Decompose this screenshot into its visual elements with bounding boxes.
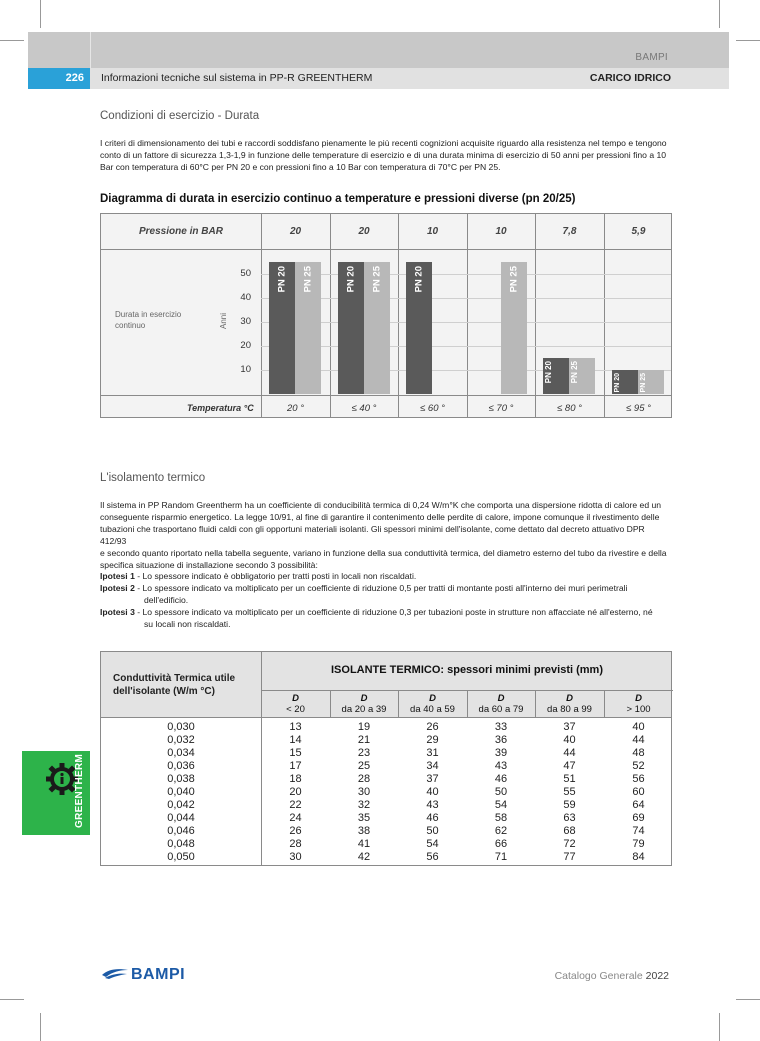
hypothesis-2: [100, 583, 672, 595]
bar-pn-25: [295, 262, 321, 394]
thickness-cell: 28: [289, 838, 302, 850]
thickness-cell: 84: [632, 851, 645, 863]
thickness-cell: 63: [563, 812, 576, 824]
table-row: [101, 760, 671, 773]
insulation-header: ISOLANTE TERMICO: spessori minimi previsti (mm): [331, 664, 603, 676]
column-header: [535, 693, 604, 715]
thickness-cell: 44: [563, 747, 576, 759]
y-tick-label: 40: [240, 292, 251, 303]
thickness-cell: 56: [632, 773, 645, 785]
crop-mark: [736, 40, 760, 41]
grid-line: [261, 370, 671, 371]
conductivity-cell: 0,042: [167, 799, 195, 811]
table-row: [101, 812, 671, 825]
header-section: CARICO IDRICO: [589, 72, 671, 84]
thickness-cell: 13: [289, 721, 302, 733]
table-row: [101, 825, 671, 838]
pressure-value: 7,8: [562, 226, 577, 237]
thickness-cell: 23: [357, 747, 371, 759]
bar-label: PN 25: [508, 266, 520, 293]
thickness-cell: 40: [563, 734, 576, 746]
thickness-cell: 62: [494, 825, 508, 837]
grid-line: [261, 346, 671, 347]
thickness-cell: 58: [494, 812, 508, 824]
hypothesis-1: [100, 571, 672, 583]
section-heading-isolamento: L'isolamento termico: [100, 472, 206, 484]
bar-label: PN 25: [302, 266, 314, 293]
thickness-cell: 47: [563, 760, 576, 772]
thickness-cell: 59: [563, 799, 576, 811]
thickness-cell: 44: [632, 734, 645, 746]
bar-pn-20: [612, 370, 638, 394]
table-row: [101, 734, 671, 747]
conductivity-cell: 0,034: [167, 747, 195, 759]
header-brand: BAMPI: [635, 52, 668, 63]
thickness-cell: 54: [426, 838, 439, 850]
bar-label: PN 25: [570, 361, 579, 384]
column-header: [330, 693, 398, 715]
durability-chart: [100, 213, 672, 418]
hypothesis-label: Ipotesi 1: [100, 571, 135, 582]
thickness-cell: 43: [494, 760, 508, 772]
bar-label: PN 25: [371, 266, 383, 293]
thickness-cell: 69: [632, 812, 645, 824]
column-header-range: da 20 a 39: [341, 704, 387, 715]
y-tick-label: 10: [240, 364, 251, 375]
bar-label: PN 25: [640, 373, 647, 393]
thickness-cell: 48: [632, 747, 645, 759]
conductivity-cell: 0,030: [167, 721, 195, 733]
body-line: tubazioni che trasportano fluidi caldi con gli opportuni materiali isolanti. Gli spessori minimi dell'isolante, come dettato dal decreto attuativo DPR 412/93: [100, 523, 645, 546]
thickness-cell: 42: [357, 851, 371, 863]
thickness-cell: 46: [426, 812, 439, 824]
crop-mark: [719, 1013, 720, 1041]
y-tick-label: 30: [240, 316, 251, 327]
pressure-value: 10: [426, 226, 439, 237]
header-divider: [90, 32, 91, 68]
thickness-cell: 64: [632, 799, 645, 811]
table-row: [101, 838, 671, 851]
thickness-cell: 50: [494, 786, 508, 798]
body-line: Il sistema in PP Random Greentherm ha un coefficiente di conducibilità termica di 0,24 W/m°K che comporta una dispersione ridotta di calore ed un: [100, 500, 662, 510]
conductivity-cell: 0,046: [167, 825, 195, 837]
thickness-cell: 36: [494, 734, 508, 746]
temperature-value: 20 °: [286, 403, 304, 414]
chart-title: Diagramma di durata in esercizio continuo a temperature e pressioni diverse (pn 20/25): [100, 193, 576, 205]
thickness-cell: 30: [357, 786, 371, 798]
conductivity-cell: 0,032: [167, 734, 195, 746]
thickness-cell: 19: [357, 721, 371, 733]
header-band: [28, 32, 729, 68]
thickness-cell: 30: [289, 851, 302, 863]
thickness-cell: 24: [289, 812, 302, 824]
insulation-table: [100, 651, 672, 866]
header-title: Informazioni tecniche sul sistema in PP-R GREENTHERM: [101, 72, 373, 84]
hypothesis-text: - Lo spessore indicato va moltiplicato per un coefficiente di riduzione 0,5 per tratti di montante posti all'interno dei muri perimetrali: [137, 583, 628, 594]
crop-mark: [0, 40, 24, 41]
crop-mark: [0, 999, 24, 1000]
y-description: Durata in esercizio continuo: [115, 310, 182, 330]
thickness-cell: 29: [426, 734, 439, 746]
table-row: [101, 773, 671, 786]
temperature-value: ≤ 70 °: [488, 403, 514, 414]
section-body-isolamento: [100, 500, 672, 631]
footer-year: 2022: [645, 970, 669, 982]
temperature-label: Temperatura °C: [187, 403, 254, 413]
column-header-range: > 100: [626, 704, 651, 715]
temperature-value: ≤ 80 °: [557, 403, 582, 414]
thickness-cell: 35: [357, 812, 371, 824]
footer-catalog: [555, 970, 669, 982]
pressure-value: 20: [289, 226, 302, 237]
grid-line: [261, 322, 671, 323]
thickness-cell: 72: [563, 838, 576, 850]
thickness-cell: 32: [357, 799, 371, 811]
thickness-cell: 52: [632, 760, 645, 772]
body-line: specifica situazione di installazione secondo 3 possibilità:: [100, 559, 318, 570]
temperature-value: ≤ 40 °: [351, 403, 377, 414]
thickness-cell: 14: [289, 734, 302, 746]
conductivity-cell: 0,048: [167, 838, 195, 850]
crop-mark: [40, 1013, 41, 1041]
table-row: [101, 786, 671, 799]
chart-divider: [101, 395, 671, 396]
pressure-label: Pressione in BAR: [139, 226, 223, 237]
chart-divider: [398, 214, 399, 417]
thickness-cell: 40: [632, 721, 645, 733]
column-header-d: D: [635, 693, 642, 704]
column-header-range: da 80 a 99: [547, 704, 592, 715]
thickness-cell: 56: [426, 851, 439, 863]
thickness-cell: 26: [289, 825, 302, 837]
pressure-value: 20: [358, 226, 370, 237]
crop-mark: [40, 0, 41, 28]
table-row: [101, 721, 671, 734]
conductivity-header: Conduttività Termica utile dell'isolante (W/m °C): [113, 673, 236, 697]
bar-pn-25: [364, 262, 390, 394]
thickness-cell: 25: [357, 760, 371, 772]
chart-divider: [261, 214, 262, 417]
thickness-cell: 40: [426, 786, 439, 798]
bar-pn-20: [406, 262, 432, 394]
thickness-cell: 71: [494, 851, 508, 863]
hypothesis-3: [100, 607, 672, 619]
column-header-d: D: [292, 693, 299, 704]
conductivity-cell: 0,050: [167, 851, 195, 863]
table-divider: [101, 717, 671, 718]
thickness-cell: 37: [426, 773, 439, 785]
thickness-cell: 39: [494, 747, 508, 759]
thickness-cell: 28: [357, 773, 371, 785]
thickness-cell: 33: [494, 721, 508, 733]
thickness-cell: 66: [494, 838, 508, 850]
thickness-cell: 34: [426, 760, 439, 772]
chart-divider: [330, 214, 331, 417]
thickness-cell: 54: [494, 799, 508, 811]
thickness-cell: 21: [357, 734, 371, 746]
column-header-d: D: [497, 693, 505, 704]
hypothesis-text: - Lo spessore indicato è obbligatorio per tratti posti in locali non riscaldati.: [137, 571, 417, 582]
grid-line: [261, 274, 671, 275]
table-row: [101, 851, 671, 864]
bar-label: PN 20: [345, 266, 357, 293]
section-heading-durata: Condizioni di esercizio - Durata: [100, 110, 260, 122]
bar-pn-20: [543, 358, 569, 394]
bar-label: PN 20: [614, 373, 621, 393]
conductivity-cell: 0,040: [167, 786, 195, 798]
temperature-value: ≤ 60 °: [420, 403, 445, 414]
column-header-d: D: [360, 693, 368, 704]
thickness-cell: 37: [563, 721, 576, 733]
thickness-cell: 17: [289, 760, 302, 772]
grid-line: [261, 298, 671, 299]
bar-label: PN 20: [276, 266, 288, 293]
hypothesis-label: Ipotesi 3: [100, 607, 135, 618]
column-header-range: da 40 a 59: [410, 704, 455, 715]
y-tick-label: 50: [240, 268, 251, 279]
hypothesis-label: Ipotesi 2: [100, 583, 135, 594]
table-row: [101, 799, 671, 812]
table-row: [101, 747, 671, 760]
body-line: conseguente risparmio energetico. La legge 10/91, al fine di garantire il contenimento delle perdite di calore, impone comunque il rivestimento delle: [100, 511, 660, 522]
bar-pn-25: [501, 262, 527, 394]
thickness-cell: 79: [632, 838, 645, 850]
thickness-cell: 15: [289, 747, 302, 759]
section-body-durata: I criteri di dimensionamento dei tubi e raccordi soddisfano pienamente le più recenti cognizioni acquisite riguardo alla resistenza nel tempo e tengono conto di un fattore di sicurezza 1,3-1,9 in funzione delle temperature di esercizio e di una durata minima di esercizio di 50 anni per pressioni fino a 10 Bar con temperatura di 60°C per PN 20 e con pressioni fino a 10 Bar con temperatura di 70°C per PN 25.: [100, 138, 667, 172]
column-header: [604, 693, 673, 715]
thickness-cell: 50: [426, 825, 439, 837]
thickness-cell: 68: [563, 825, 576, 837]
conductivity-cell: 0,044: [167, 812, 195, 824]
thickness-cell: 51: [563, 773, 576, 785]
pressure-value: 5,9: [631, 226, 646, 237]
thickness-cell: 20: [289, 786, 302, 798]
thickness-cell: 31: [426, 747, 439, 759]
bar-pn-25: [569, 358, 595, 394]
hypothesis-text: - Lo spessore indicato va moltiplicato per un coefficiente di riduzione 0,3 per tubazioni poste in strutture non affacciate né all'esterno, né: [137, 607, 653, 618]
thickness-cell: 43: [426, 799, 439, 811]
chart-divider: [604, 214, 605, 417]
column-header: [467, 693, 535, 715]
temperature-value: ≤ 95 °: [626, 403, 651, 414]
column-header-range: < 20: [286, 704, 305, 715]
bar-pn-20: [338, 262, 364, 394]
hypothesis-text-cont: su locali non riscaldati.: [144, 619, 231, 630]
bar-pn-25: [638, 370, 664, 394]
chart-divider: [535, 214, 536, 417]
y-axis-label: Anni: [219, 312, 228, 329]
column-header: [398, 693, 467, 715]
bar-label: PN 20: [413, 266, 425, 293]
body-line: e secondo quanto riportato nella tabella seguente, variano in funzione della sua conduttività termica, del diametro esterno del tubo da rivestire e della: [100, 547, 667, 558]
side-tab-label: GREENTHERM: [74, 753, 85, 828]
column-header: [261, 693, 330, 715]
pressure-value: 10: [495, 226, 507, 237]
chart-divider: [467, 214, 468, 417]
thickness-cell: 41: [357, 838, 371, 850]
conductivity-cell: 0,036: [167, 760, 195, 772]
page-number: 226: [28, 68, 90, 89]
thickness-cell: 77: [563, 851, 576, 863]
thickness-cell: 74: [632, 825, 645, 837]
footer-logo-text: BAMPI: [131, 966, 186, 983]
thickness-cell: 26: [426, 721, 439, 733]
chart-divider: [101, 249, 671, 250]
bar-label: PN 20: [544, 361, 553, 384]
thickness-cell: 46: [494, 773, 508, 785]
hypothesis-text-cont: dell'edificio.: [144, 595, 189, 606]
bampi-logo-icon: [100, 966, 130, 980]
y-tick-label: 20: [240, 340, 251, 351]
thickness-cell: 55: [563, 786, 576, 798]
bar-pn-20: [269, 262, 295, 394]
crop-mark: [719, 0, 720, 28]
crop-mark: [736, 999, 760, 1000]
column-header-range: da 60 a 79: [478, 704, 524, 715]
thickness-cell: 60: [632, 786, 645, 798]
footer-catalog-label: Catalogo Generale: [554, 970, 643, 982]
thickness-cell: 38: [357, 825, 371, 837]
thickness-cell: 18: [289, 773, 302, 785]
thickness-cell: 22: [289, 799, 302, 811]
column-header-d: D: [566, 693, 573, 704]
column-header-d: D: [429, 693, 436, 704]
conductivity-cell: 0,038: [167, 773, 195, 785]
